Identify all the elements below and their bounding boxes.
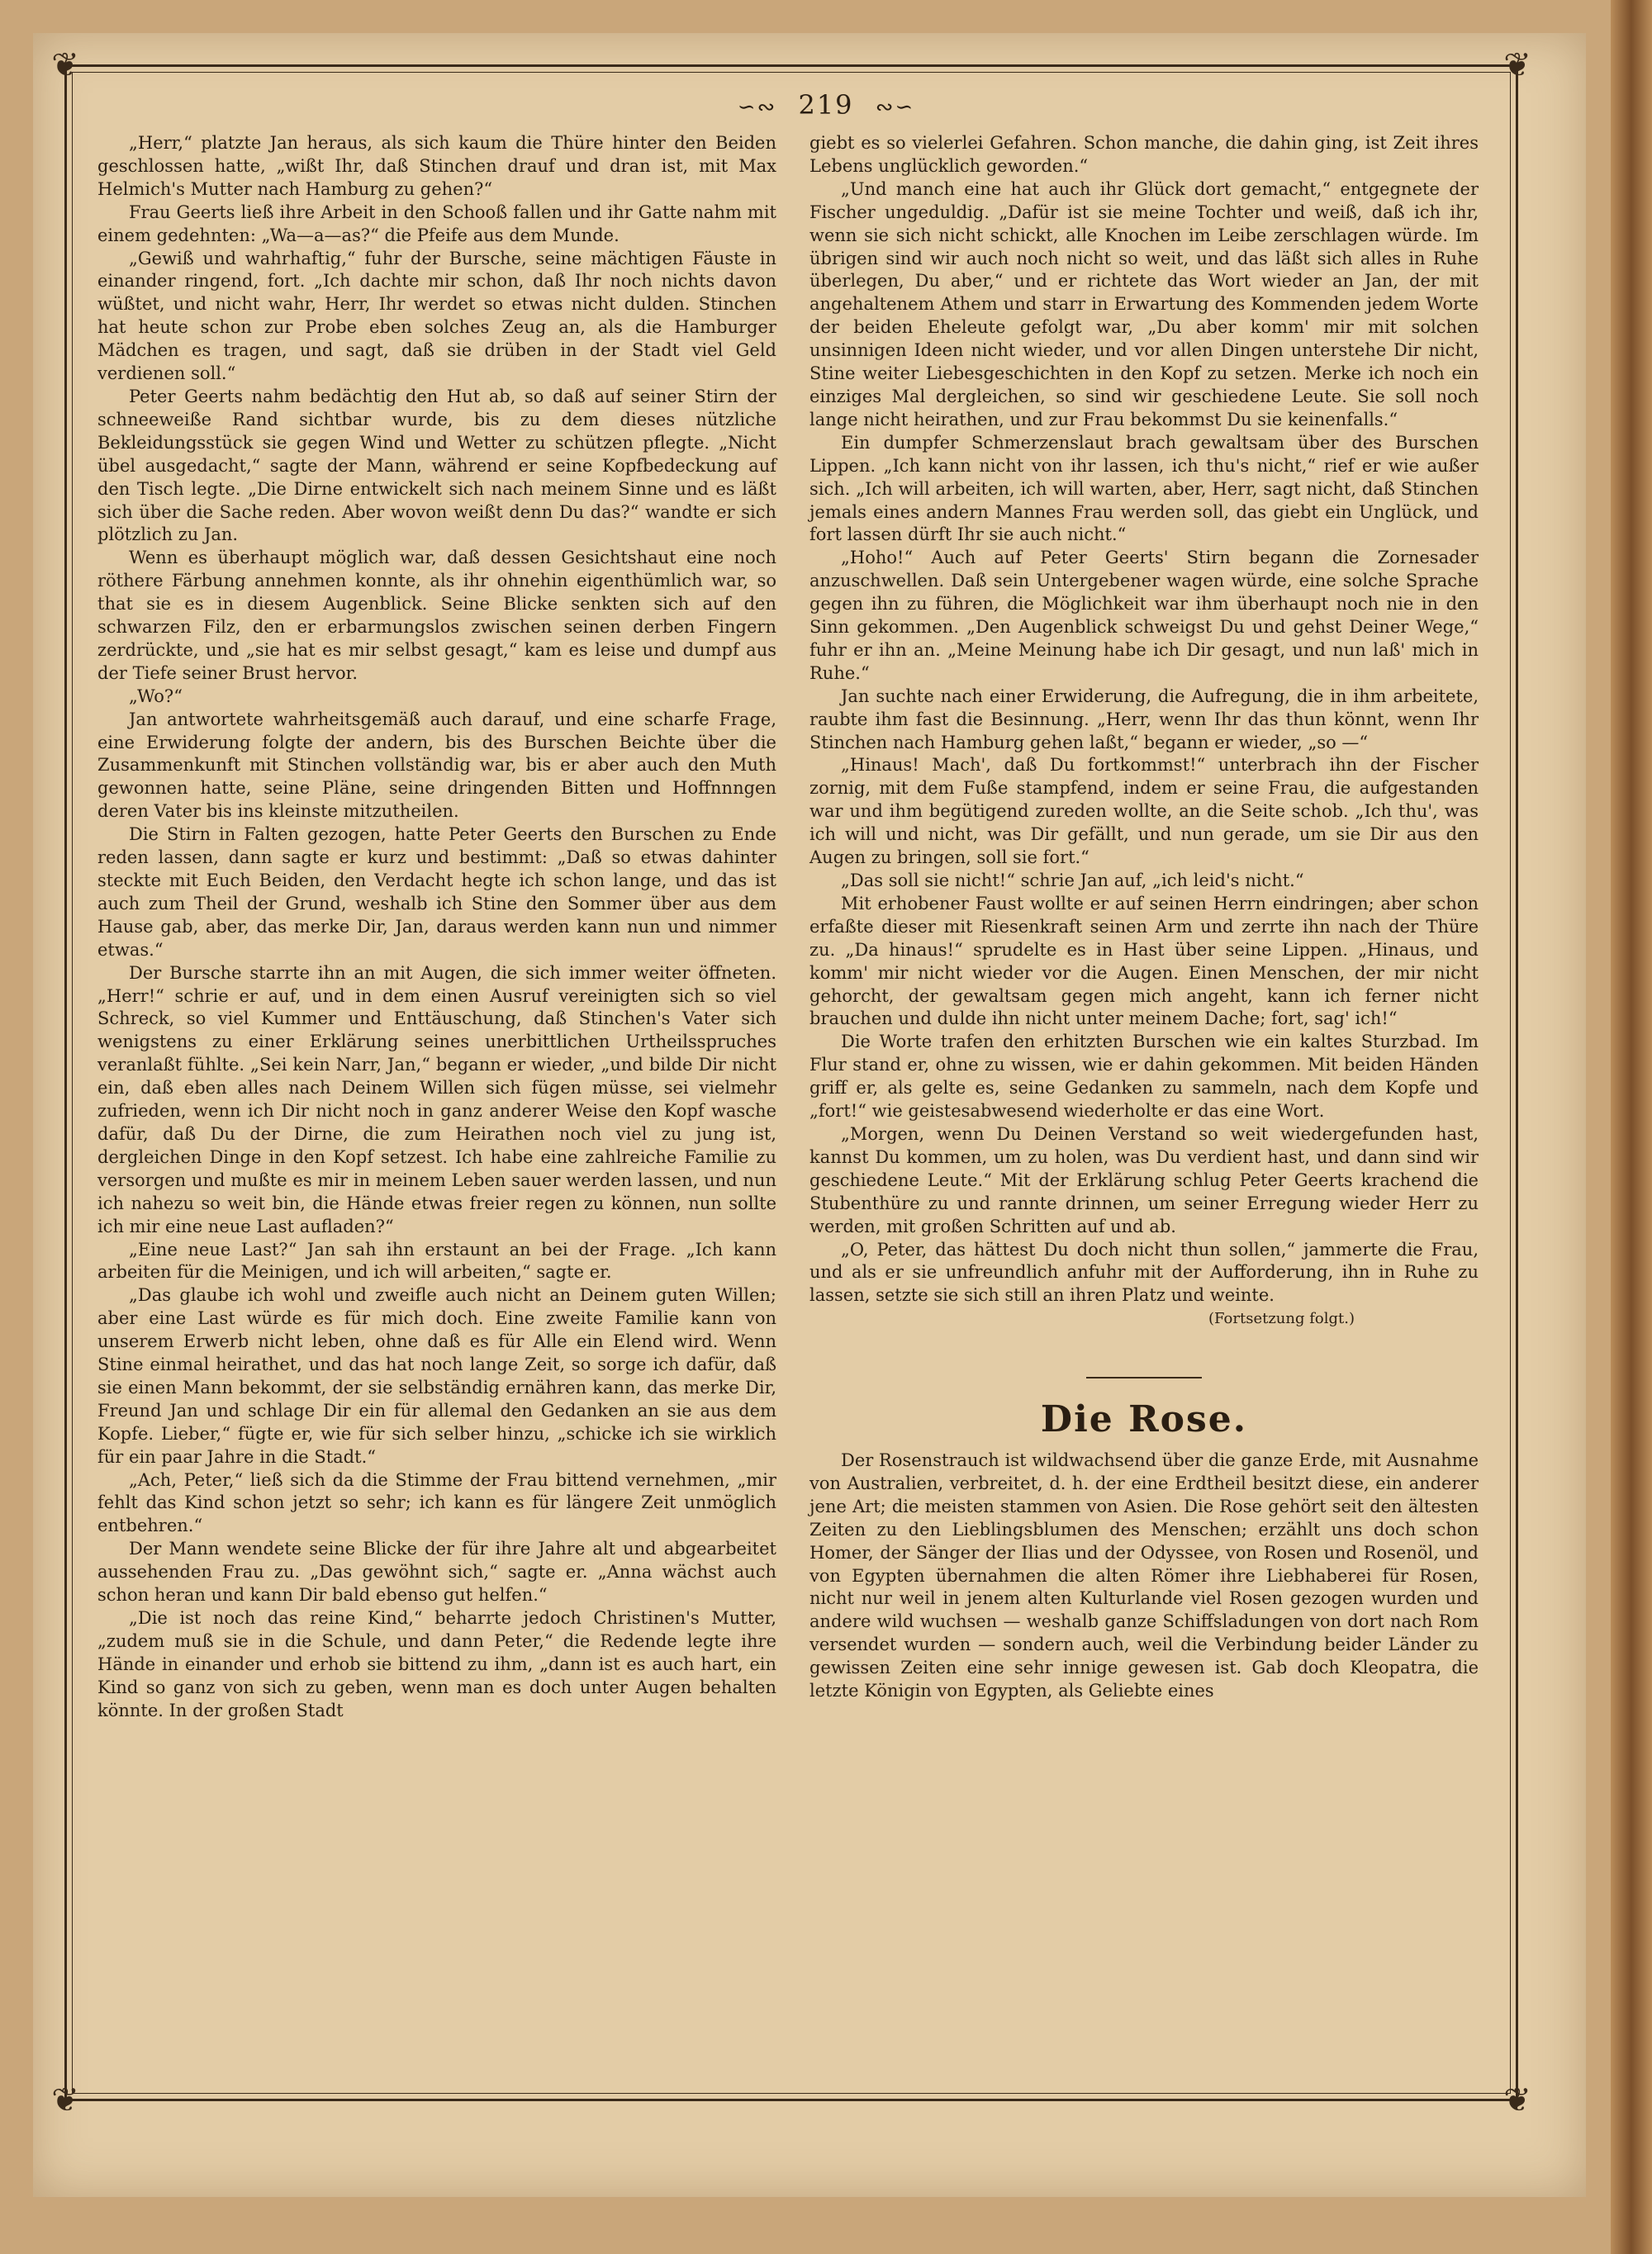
paragraph: „Hinaus! Mach', daß Du fortkommst!“ unterbrach ihn der Fischer zornig, mit dem Fuße stampfend, indem er seine Frau, die aufgestanden war und ihm begütigend zureden wollte, an die Seite schob. „Ich thu', was ich will und nicht, was Dir gefällt, und nun gerade, um sie Dir aus den Augen zu bringen, soll sie fort.“ xyxy=(809,755,1479,868)
paragraph: „Und manch eine hat auch ihr Glück dort gemacht,“ entgegnete der Fischer ungeduldig. „Dafür ist sie meine Tochter und weiß, daß ich ihr, wenn sie sich nicht schickt, alle Knochen im Leibe zerschlagen würde. Im übrigen sind wir auch noch nicht so weit, und das läßt sich alles in Ruhe überlegen, Du aber,“ und er richtete das Wort wieder an Jan, der mit angehaltenem Athem und starr in Erwartung des Kommenden jedem Worte der beiden Eheleute gefolgt war, „Du aber komm' mir mit solchen unsinnigen Ideen nicht wieder, und vor allen Dingen unterstehe Dir nicht, Stine weiter Liebesgeschichten in den Kopf zu setzen. Merke ich noch ein einziges Mal dergleichen, so sind wir geschiedene Leute. Sie soll noch lange nicht heirathen, und zur Frau bekommst Du sie keinenfalls.“ xyxy=(809,178,1479,429)
paragraph: „Ach, Peter,“ ließ sich da die Stimme der Frau bittend vernehmen, „mir fehlt das Kind schon jetzt so sehr; ich kann es für längere Zeit unmöglich entbehren.“ xyxy=(97,1469,776,1536)
corner-ornament-icon: ❦ xyxy=(1503,2081,1531,2119)
paragraph: „Hoho!“ Auch auf Peter Geerts' Stirn begann die Zornesader anzuschwellen. Daß sein Untergebener wagen würde, eine solche Sprache gegen ihn zu führen, die Möglichkeit war ihm überhaupt noch nie in den Sinn gekommen. „Den Augenblick schweigst Du und gehst Deiner Wege,“ fuhr er ihn an. „Meine Meinung habe ich Dir gesagt, und nun laß' mich in Ruhe.“ xyxy=(809,548,1479,683)
book-binding xyxy=(1611,0,1652,2254)
continued-note: (Fortsetzung folgt.) xyxy=(1208,1310,1355,1328)
page-number: 219 xyxy=(798,89,854,121)
paragraph: giebt es so vielerlei Gefahren. Schon manche, die dahin ging, ist Zeit ihres Lebens unglücklich geworden.“ xyxy=(809,133,1479,176)
paragraph: „Gewiß und wahrhaftig,“ fuhr der Bursche, seine mächtigen Fäuste in einander ringend, fort. „Ich dachte mir schon, daß Ihr noch nichts davon wüßtet, und nicht wahr, Herr, Ihr werdet so etwas nicht dulden. Stinchen hat heute schon zur Probe eben solches Zeug an, als die Hamburger Mädchen es tragen, und sagt, daß sie drüben in der Stadt viel Geld verdienen soll.“ xyxy=(97,248,776,384)
paragraph: „Die ist noch das reine Kind,“ beharrte jedoch Christinen's Mutter, „zudem muß sie in die Schule, und dann Peter,“ die Redende legte ihre Hände in einander und erhob sie bittend zu ihm, „dann ist es auch hart, ein Kind so ganz von sich zu geben, wenn man es doch unter Augen behalten könnte. In der großen Stadt xyxy=(97,1608,776,1720)
paragraph: Der Rosenstrauch ist wildwachsend über die ganze Erde, mit Ausnahme von Australien, verbreitet, d. h. der eine Erdtheil besitzt diese, ein anderer jene Art; die meisten stammen von Asien. Die Rose gehört seit den ältesten Zeiten zu den Lieblingsblumen des Menschen; erzählt uns doch schon Homer, der Sänger der Ilias und der Odyssee, von Rosen und Rosenöl, und von Egypten übernahmen die alten Römer ihre Liebhaberei für Rosen, nicht nur weil in jenem alten Kulturlande viel Rosen gezogen wurden und andere wild wuchsen — weshalb ganze Schiffsladungen von dort nach Rom versendet wurden — sondern auch, weil die Verbindung beider Länder zu gewissen Zeiten eine sehr innige gewesen ist. Gab doch Kleopatra, die letzte Königin von Egypten, als Geliebte eines xyxy=(809,1450,1479,1701)
paragraph: „Das soll sie nicht!“ schrie Jan auf, „ich leid's nicht.“ xyxy=(841,871,1304,890)
paragraph: Mit erhobener Faust wollte er auf seinen Herrn eindringen; aber schon erfaßte dieser mit Riesenkraft seinen Arm und zerrte ihn nach der Thüre zu. „Da hinaus!“ sprudelte es in Hast über seine Lippen. „Hinaus, und komm' mir nicht wieder vor die Augen. Einen Menschen, der mir nicht gehorcht, der gewaltsam gegen mich angeht, kann ich ferner nicht brauchen und dulde ihn nicht unter meinem Dache; fort, sag' ich!“ xyxy=(809,893,1479,1029)
paragraph: „O, Peter, das hättest Du doch nicht thun sollen,“ jammerte die Frau, und als er sie unfreundlich anfuhr mit der Aufforderung, ihn in Ruhe zu lassen, setzte sie sich still an ihren Platz und weinte. xyxy=(809,1239,1479,1306)
paragraph: Jan antwortete wahrheitsgemäß auch darauf, und eine scharfe Frage, eine Erwiderung folgte der andern, bis des Burschen Beichte über die Zusammenkunft mit Stinchen vollständig war, bis er aber auch den Muth gewonnen hatte, seine Pläne, seine dringenden Bitten und Hoffnnngen deren Vater bis ins kleinste mitzutheilen. xyxy=(97,709,776,822)
paragraph: Frau Geerts ließ ihre Arbeit in den Schooß fallen und ihr Gatte nahm mit einem gedehnten: „Wa—a—as?“ die Pfeife aus dem Munde. xyxy=(97,202,776,245)
paragraph: „Das glaube ich wohl und zweifle auch nicht an Deinem guten Willen; aber eine Last würde es für mich doch. Eine zweite Familie kann von unserem Erwerb nicht leben, ohne daß es für Alle ein Elend wird. Wenn Stine einmal heirathet, und das hat noch lange Zeit, so sorge ich dafür, daß sie einen Mann bekommt, der sie selbständig ernähren kann, das merke Dir, Freund Jan und schlage Dir ein für allemal den Gedanken an sie aus dem Kopfe. Lieber,“ fügte er, wie für sich selber hinzu, „schicke ich sie wirklich für ein paar Jahre in die Stadt.“ xyxy=(97,1285,776,1467)
flourish-left-icon: ∽∾ xyxy=(737,95,777,120)
paragraph: Die Stirn in Falten gezogen, hatte Peter Geerts den Burschen zu Ende reden lassen, dann sagte er kurz und bestimmt: „Daß so etwas dahinter steckte mit Euch Beiden, den Verdacht hegte ich schon lange, und das ist auch zum Theil der Grund, weshalb ich Stine den Sommer über aus dem Hause gab, aber, das merke Dir, Jan, daraus werden kann nun und nimmer etwas.“ xyxy=(97,824,776,960)
left-column xyxy=(97,132,776,1723)
paragraph: Der Mann wendete seine Blicke der für ihre Jahre alt und abgearbeitet aussehenden Frau zu. „Das gewöhnt sich,“ sagte er. „Anna wächst auch schon heran und kann Dir bald ebenso gut helfen.“ xyxy=(97,1539,776,1606)
flourish-right-icon: ∾∽ xyxy=(875,95,915,120)
right-column xyxy=(809,132,1479,1703)
paragraph: Der Bursche starrte ihn an mit Augen, die sich immer weiter öffneten. „Herr!“ schrie er auf, und in dem einen Ausruf vereinigten sich so viel Schreck, so viel Kummer und Enttäuschung, daß Stinchen's Vater sich wenigstens zu einer Erklärung seines unerbittlichen Urtheilsspruches veranlaßt fühlte. „Sei kein Narr, Jan,“ begann er wieder, „und bilde Dir nicht ein, daß eben alles nach Deinem Willen sich fügen müsse, sei vielmehr zufrieden, wenn ich Dir nicht noch in ganz anderer Weise den Kopf wasche dafür, daß Du der Dirne, die zum Heirathen noch viel zu jung ist, dergleichen Dinge in den Kopf setzest. Ich habe eine zahlreiche Familie zu versorgen und mußte es mir in meinem Leben sauer werden lassen, und nun ich nahezu so weit bin, die Hände etwas freier regen zu können, nun sollte ich mir eine neue Last aufladen?“ xyxy=(97,962,776,1236)
paragraph: „Herr,“ platzte Jan heraus, als sich kaum die Thüre hinter den Beiden geschlossen hatte, „wißt Ihr, daß Stinchen drauf und dran ist, mit Max Helmich's Mutter nach Hamburg zu gehen?“ xyxy=(97,133,776,199)
corner-ornament-icon: ❦ xyxy=(51,46,79,84)
page-header xyxy=(0,89,1652,121)
paragraph: Ein dumpfer Schmerzenslaut brach gewaltsam über des Burschen Lippen. „Ich kann nicht von ihr lassen, ich thu's nicht,“ rief er wie außer sich. „Ich will arbeiten, ich will warten, aber, Herr, sagt nicht, daß Stinchen jemals eines andern Mannes Frau werden soll, das giebt ein Unglück, und fort lassen dürft Ihr sie auch nicht.“ xyxy=(809,432,1479,545)
paragraph: „Morgen, wenn Du Deinen Verstand so weit wiedergefunden hast, kannst Du kommen, um zu holen, was Du verdient hast, und dann sind wir geschiedene Leute.“ Mit der Erklärung schlug Peter Geerts krachend die Stubenthüre zu und rannte drinnen, um seiner Erregung wieder Herr zu werden, mit großen Schritten auf und ab. xyxy=(809,1123,1479,1236)
corner-ornament-icon: ❦ xyxy=(51,2081,79,2119)
section-divider xyxy=(1086,1377,1202,1378)
paragraph: Wenn es überhaupt möglich war, daß dessen Gesichtshaut eine noch röthere Färbung annehmen konnte, als ihr ohnehin eigenthümlich war, so that sie es in diesem Augenblick. Seine Blicke senkten sich auf den schwarzen Filz, den er erbarmungslos zwischen seinen derben Fingern zerdrückte, und „sie hat es mir selbst gesagt,“ kam es leise und dumpf aus der Tiefe seiner Brust hervor. xyxy=(97,548,776,683)
paragraph: Peter Geerts nahm bedächtig den Hut ab, so daß auf seiner Stirn der schneeweiße Rand sichtbar wurde, bis zu dem dieses nützliche Bekleidungsstück sie gegen Wind und Wetter zu schützen pflegte. „Nicht übel ausgedacht,“ sagte der Mann, während er seine Kopfbedeckung auf den Tisch legte. „Die Dirne entwickelt sich nach meinem Sinne und es läßt sich über die Sache reden. Aber wovon weißt denn Du das?“ wandte er sich plötzlich zu Jan. xyxy=(97,386,776,545)
paragraph: Jan suchte nach einer Erwiderung, die Aufregung, die in ihm arbeitete, raubte ihm fast die Besinnung. „Herr, wenn Ihr das thun könnt, wenn Ihr Stinchen nach Hamburg gehen laßt,“ begann er wieder, „so —“ xyxy=(809,686,1479,752)
paragraph: „Eine neue Last?“ Jan sah ihn erstaunt an bei der Frage. „Ich kann arbeiten für die Meinigen, und ich will arbeiten,“ sagte er. xyxy=(97,1239,776,1283)
paragraph: Die Worte trafen den erhitzten Burschen wie ein kaltes Sturzbad. Im Flur stand er, ohne zu wissen, wie er dahin gekommen. Mit beiden Händen griff er, als gelte es, seine Gedanken zu sammeln, nach dem Kopfe und „fort!“ wie geistesabwesend wiederholte er das eine Wort. xyxy=(809,1032,1479,1122)
article-title: Die Rose. xyxy=(1040,1398,1248,1441)
corner-ornament-icon: ❦ xyxy=(1503,46,1531,84)
paragraph: „Wo?“ xyxy=(129,686,183,706)
